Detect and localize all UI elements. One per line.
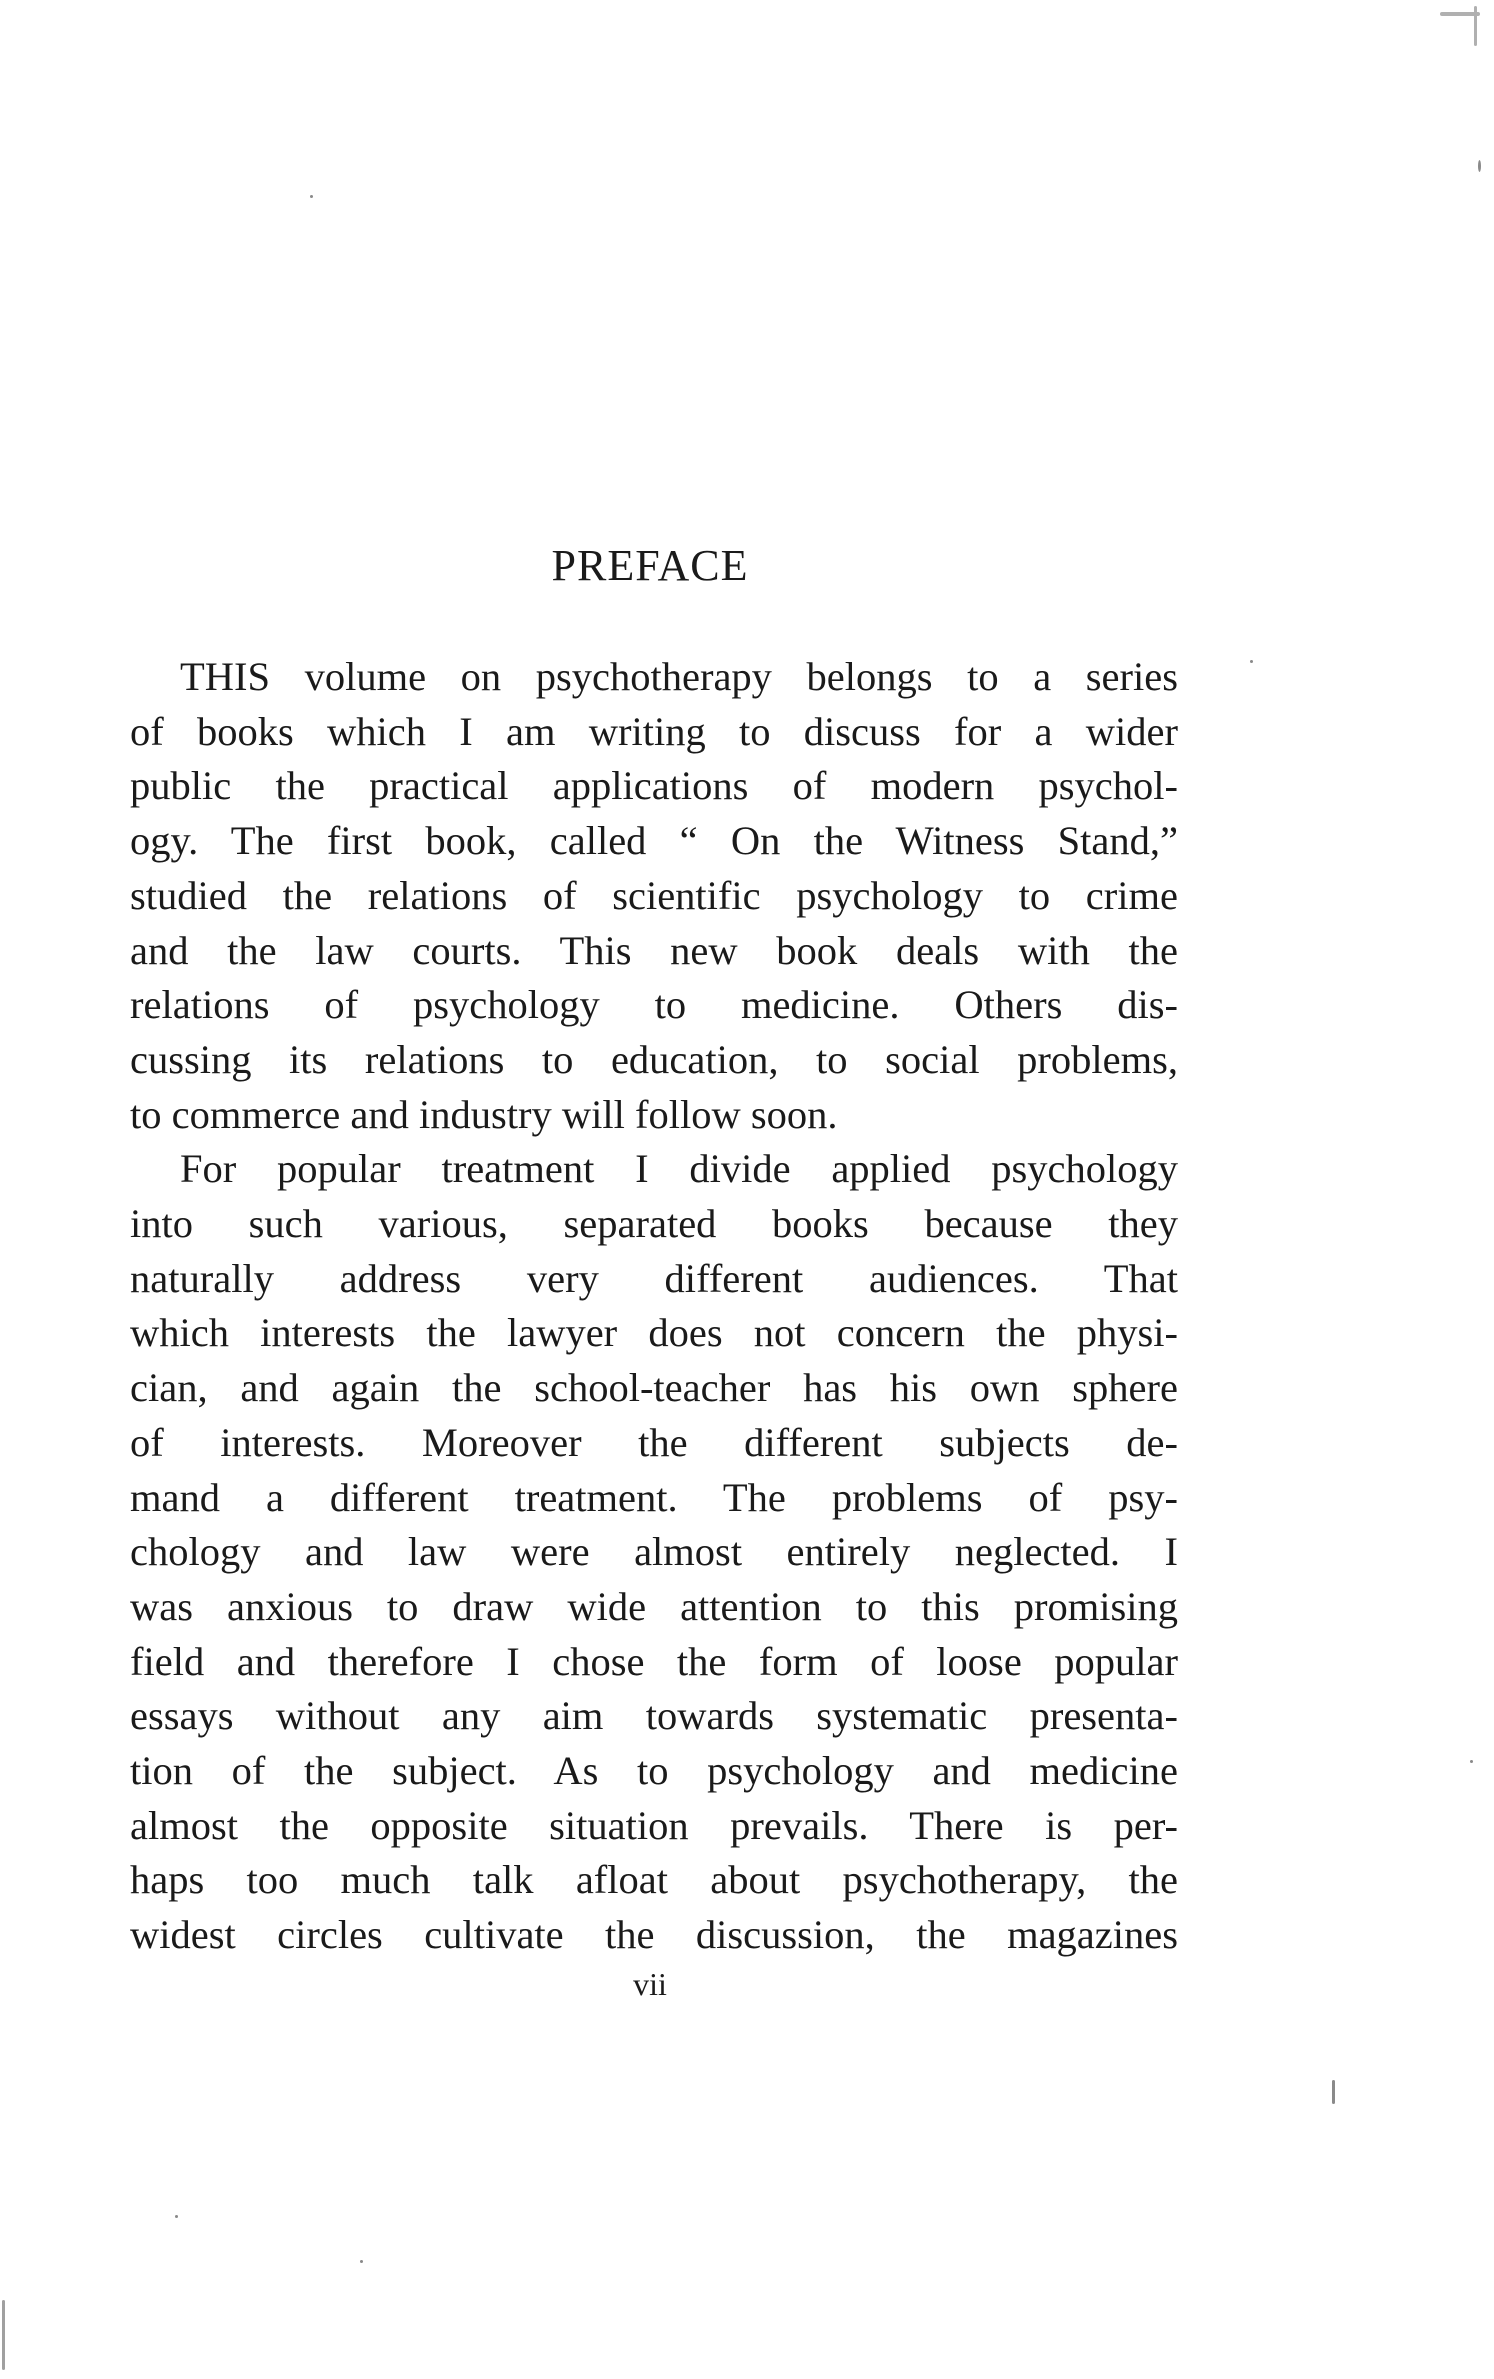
text-line: and the law courts. This new book deals with the xyxy=(130,927,1178,973)
scan-speck xyxy=(1478,160,1481,172)
text-line: studied the relations of scientific psychology to crime xyxy=(130,872,1178,918)
text-line: tion of the subject. As to psychology and medicine xyxy=(130,1748,1178,1794)
text-line: chology and law were almost entirely neglected. I xyxy=(130,1529,1178,1575)
text-line: For popular treatment I divide applied psychology xyxy=(180,1146,1178,1192)
text-line: almost the opposite situation prevails. There is per- xyxy=(130,1802,1178,1848)
scan-speck xyxy=(360,2260,363,2263)
page-title: PREFACE xyxy=(551,541,749,590)
text-line: haps too much talk afloat about psychotherapy, the xyxy=(130,1857,1178,1903)
text-line: field and therefore I chose the form of loose popular xyxy=(130,1638,1178,1684)
scan-speck xyxy=(1470,1760,1473,1763)
text-line: ogy. The first book, called “ On the Witness Stand,” xyxy=(130,818,1178,864)
text-line: THIS volume on psychotherapy belongs to a series xyxy=(180,654,1178,699)
scan-speck xyxy=(1250,660,1253,663)
scan-speck xyxy=(310,195,313,198)
text-line: cian, and again the school-teacher has his own sphere xyxy=(130,1365,1178,1411)
scan-speck xyxy=(175,2215,178,2218)
scan-speck xyxy=(1332,2080,1335,2104)
preface-text xyxy=(130,650,1178,1963)
text-line: cussing its relations to education, to social problems, xyxy=(130,1036,1178,1082)
text-line: which interests the lawyer does not concern the physi- xyxy=(130,1310,1178,1356)
text-line: naturally address very different audiences. That xyxy=(130,1255,1178,1301)
text-line: mand a different treatment. The problems of psy- xyxy=(130,1474,1178,1520)
text-line: of books which I am writing to discuss for a wider xyxy=(130,708,1178,754)
text-line: of interests. Moreover the different subjects de- xyxy=(130,1419,1178,1465)
scan-speck xyxy=(1474,6,1477,46)
text-line: into such various, separated books because they xyxy=(130,1201,1178,1247)
text-line: to commerce and industry will follow soon. xyxy=(130,1091,838,1137)
page-number: vii xyxy=(633,1966,667,2002)
text-line: was anxious to draw wide attention to this promising xyxy=(130,1583,1178,1629)
scan-speck xyxy=(2,2300,5,2370)
text-line: public the practical applications of modern psychol- xyxy=(130,763,1178,809)
text-line: relations of psychology to medicine. Others dis- xyxy=(130,982,1178,1028)
text-line: widest circles cultivate the discussion, the magazines xyxy=(130,1912,1178,1958)
text-line: essays without any aim towards systematic presenta- xyxy=(130,1693,1178,1739)
